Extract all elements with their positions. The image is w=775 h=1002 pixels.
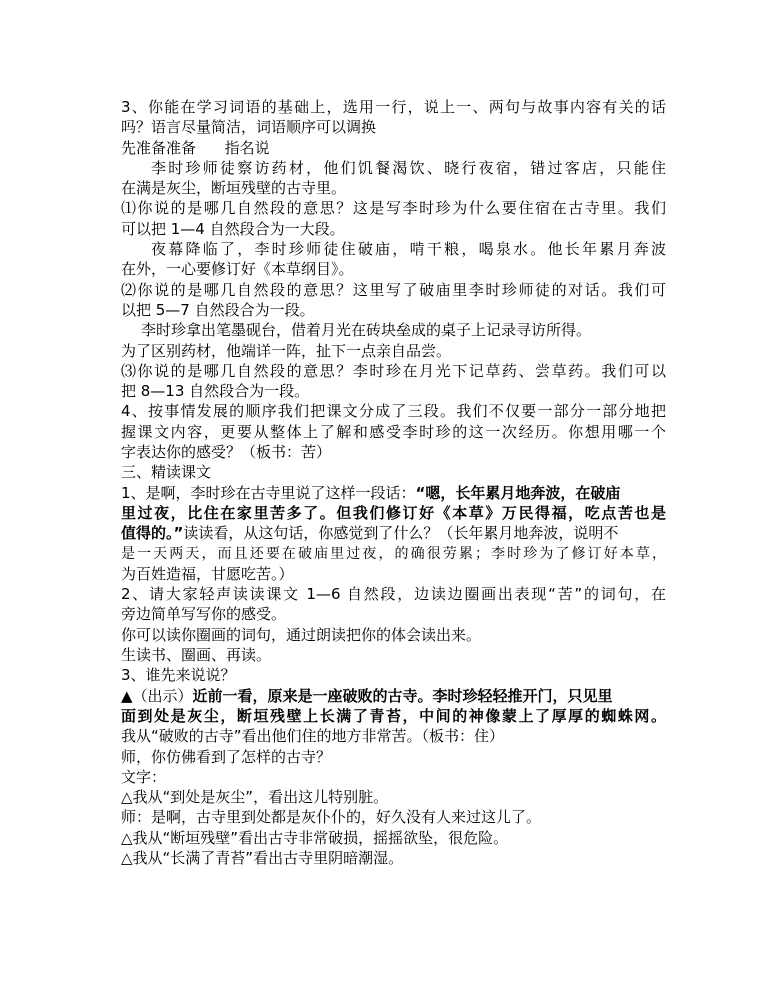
bold-quote: 近前一看，原来是一座破败的古寺。李时珍轻轻推开门，只见里 bbox=[192, 686, 613, 705]
text-line: ⑴你说的是哪几自然段的意思？这是写李时珍为什么要住宿在古寺里。我们 bbox=[121, 199, 666, 218]
text-line: 握课文内容，更要从整体上了解和感受李时珍的这一次经历。你想用哪一个 bbox=[121, 422, 666, 441]
text-line: ⑵你说的是哪几自然段的意思？这里写了破庙里李时珍师徒的对话。我们可 bbox=[121, 280, 666, 299]
text-line: 3、你能在学习词语的基础上，选用一行，说上一、两句与故事内容有关的话 bbox=[121, 98, 666, 116]
text-line: 以把 5—7 自然段合为一段。 bbox=[121, 300, 315, 319]
text-line: △我从“到处是灰尘”，看出这儿特别脏。 bbox=[121, 788, 389, 807]
quoted-passage-line: 在满是灰尘，断垣残壁的古寺里。 bbox=[121, 179, 347, 198]
text-line: 你可以读你圈画的词句，通过朗读把你的体会读出来。 bbox=[121, 625, 482, 644]
text-line: 可以把 1—4 自然段合为一大段。 bbox=[121, 219, 345, 238]
text-line: 字表达你的感受？（板书：苦） bbox=[121, 443, 332, 462]
text-span: 1、是啊，李时珍在古寺里说了这样一段话： bbox=[121, 483, 416, 502]
text-span: ▲（出示） bbox=[121, 686, 193, 705]
text-line: 吗？语言尽量简洁，词语顺序可以调换 bbox=[121, 118, 377, 137]
text-line: △我从“断垣残壁”看出古寺非常破损，摇摇欲坠，很危险。 bbox=[121, 828, 509, 847]
text-line: 把 8—13 自然段合为一段。 bbox=[121, 382, 310, 401]
text-span: 读读看，从这句话，你感觉到了什么？（长年累月地奔波，说明不 bbox=[183, 524, 619, 543]
text-line: 4、按事情发展的顺序我们把课文分成了三段。我们不仅要一部分一部分地把 bbox=[121, 402, 666, 421]
text-line bbox=[121, 523, 666, 543]
bold-quote-line: 面到处是灰尘，断垣残壁上长满了青苔，中间的神像蒙上了厚厚的蜘蛛网。 bbox=[121, 706, 666, 725]
text-line bbox=[121, 686, 666, 706]
text-line: 我从“破败的古寺”看出他们住的地方非常苦。（板书：住） bbox=[121, 727, 505, 746]
quoted-passage-line: 李时珍拿出笔墨砚台，借着月光在砖块垒成的桌子上记录寻访所得。 bbox=[141, 321, 592, 340]
quoted-passage-line: 夜幕降临了，李时珍师徒住破庙，啃干粮，喝泉水。他长年累月奔波 bbox=[151, 240, 666, 259]
text-line: 师，你仿佛看到了怎样的古寺？ bbox=[121, 747, 332, 766]
document-body bbox=[121, 97, 666, 868]
bold-quote-line: 里过夜，比住在家里苦多了。但我们修订好《本草》万民得福，吃点苦也是 bbox=[121, 503, 666, 522]
text-line: △我从“长满了青苔”看出古寺里阴暗潮湿。 bbox=[121, 848, 404, 867]
quoted-passage-line: 在外，一心要修订好《本草纲目》。 bbox=[121, 260, 354, 279]
text-line: 先准备准备 指名说 bbox=[121, 138, 270, 157]
text-line: 2、请大家轻声读读课文 1—6 自然段，边读边圈画出表现“苦”的词句，在 bbox=[121, 585, 666, 604]
bold-quote: 值得的。” bbox=[121, 524, 184, 543]
text-line: 为百姓造福，甘愿吃苦。） bbox=[121, 564, 294, 583]
quoted-passage-line: 李时珍师徒察访药材，他们饥餐渴饮、晓行夜宿，错过客店，只能住 bbox=[151, 158, 666, 177]
text-line: 师：是啊，古寺里到处都是灰仆仆的，好久没有人来过这儿了。 bbox=[121, 808, 542, 827]
text-line: 旁边简单写写你的感受。 bbox=[121, 605, 287, 624]
quoted-passage-line: 为了区别药材，他端详一阵，扯下一点亲自品尝。 bbox=[121, 341, 452, 360]
text-line: ⑶你说的是哪几自然段的意思？李时珍在月光下记草药、尝草药。我们可以 bbox=[121, 361, 666, 380]
text-line: 文字： bbox=[121, 767, 167, 786]
text-line: 生读书、圈画、再读。 bbox=[121, 646, 272, 665]
text-line: 是一天两天，而且还要在破庙里过夜，的确很劳累；李时珍为了修订好本草， bbox=[121, 545, 666, 562]
text-line: 3、谁先来说说？ bbox=[121, 666, 236, 685]
bold-quote: “嗯，长年累月地奔波，在破庙 bbox=[415, 483, 621, 502]
text-line bbox=[121, 483, 666, 503]
section-heading: 三、精读课文 bbox=[121, 463, 212, 482]
